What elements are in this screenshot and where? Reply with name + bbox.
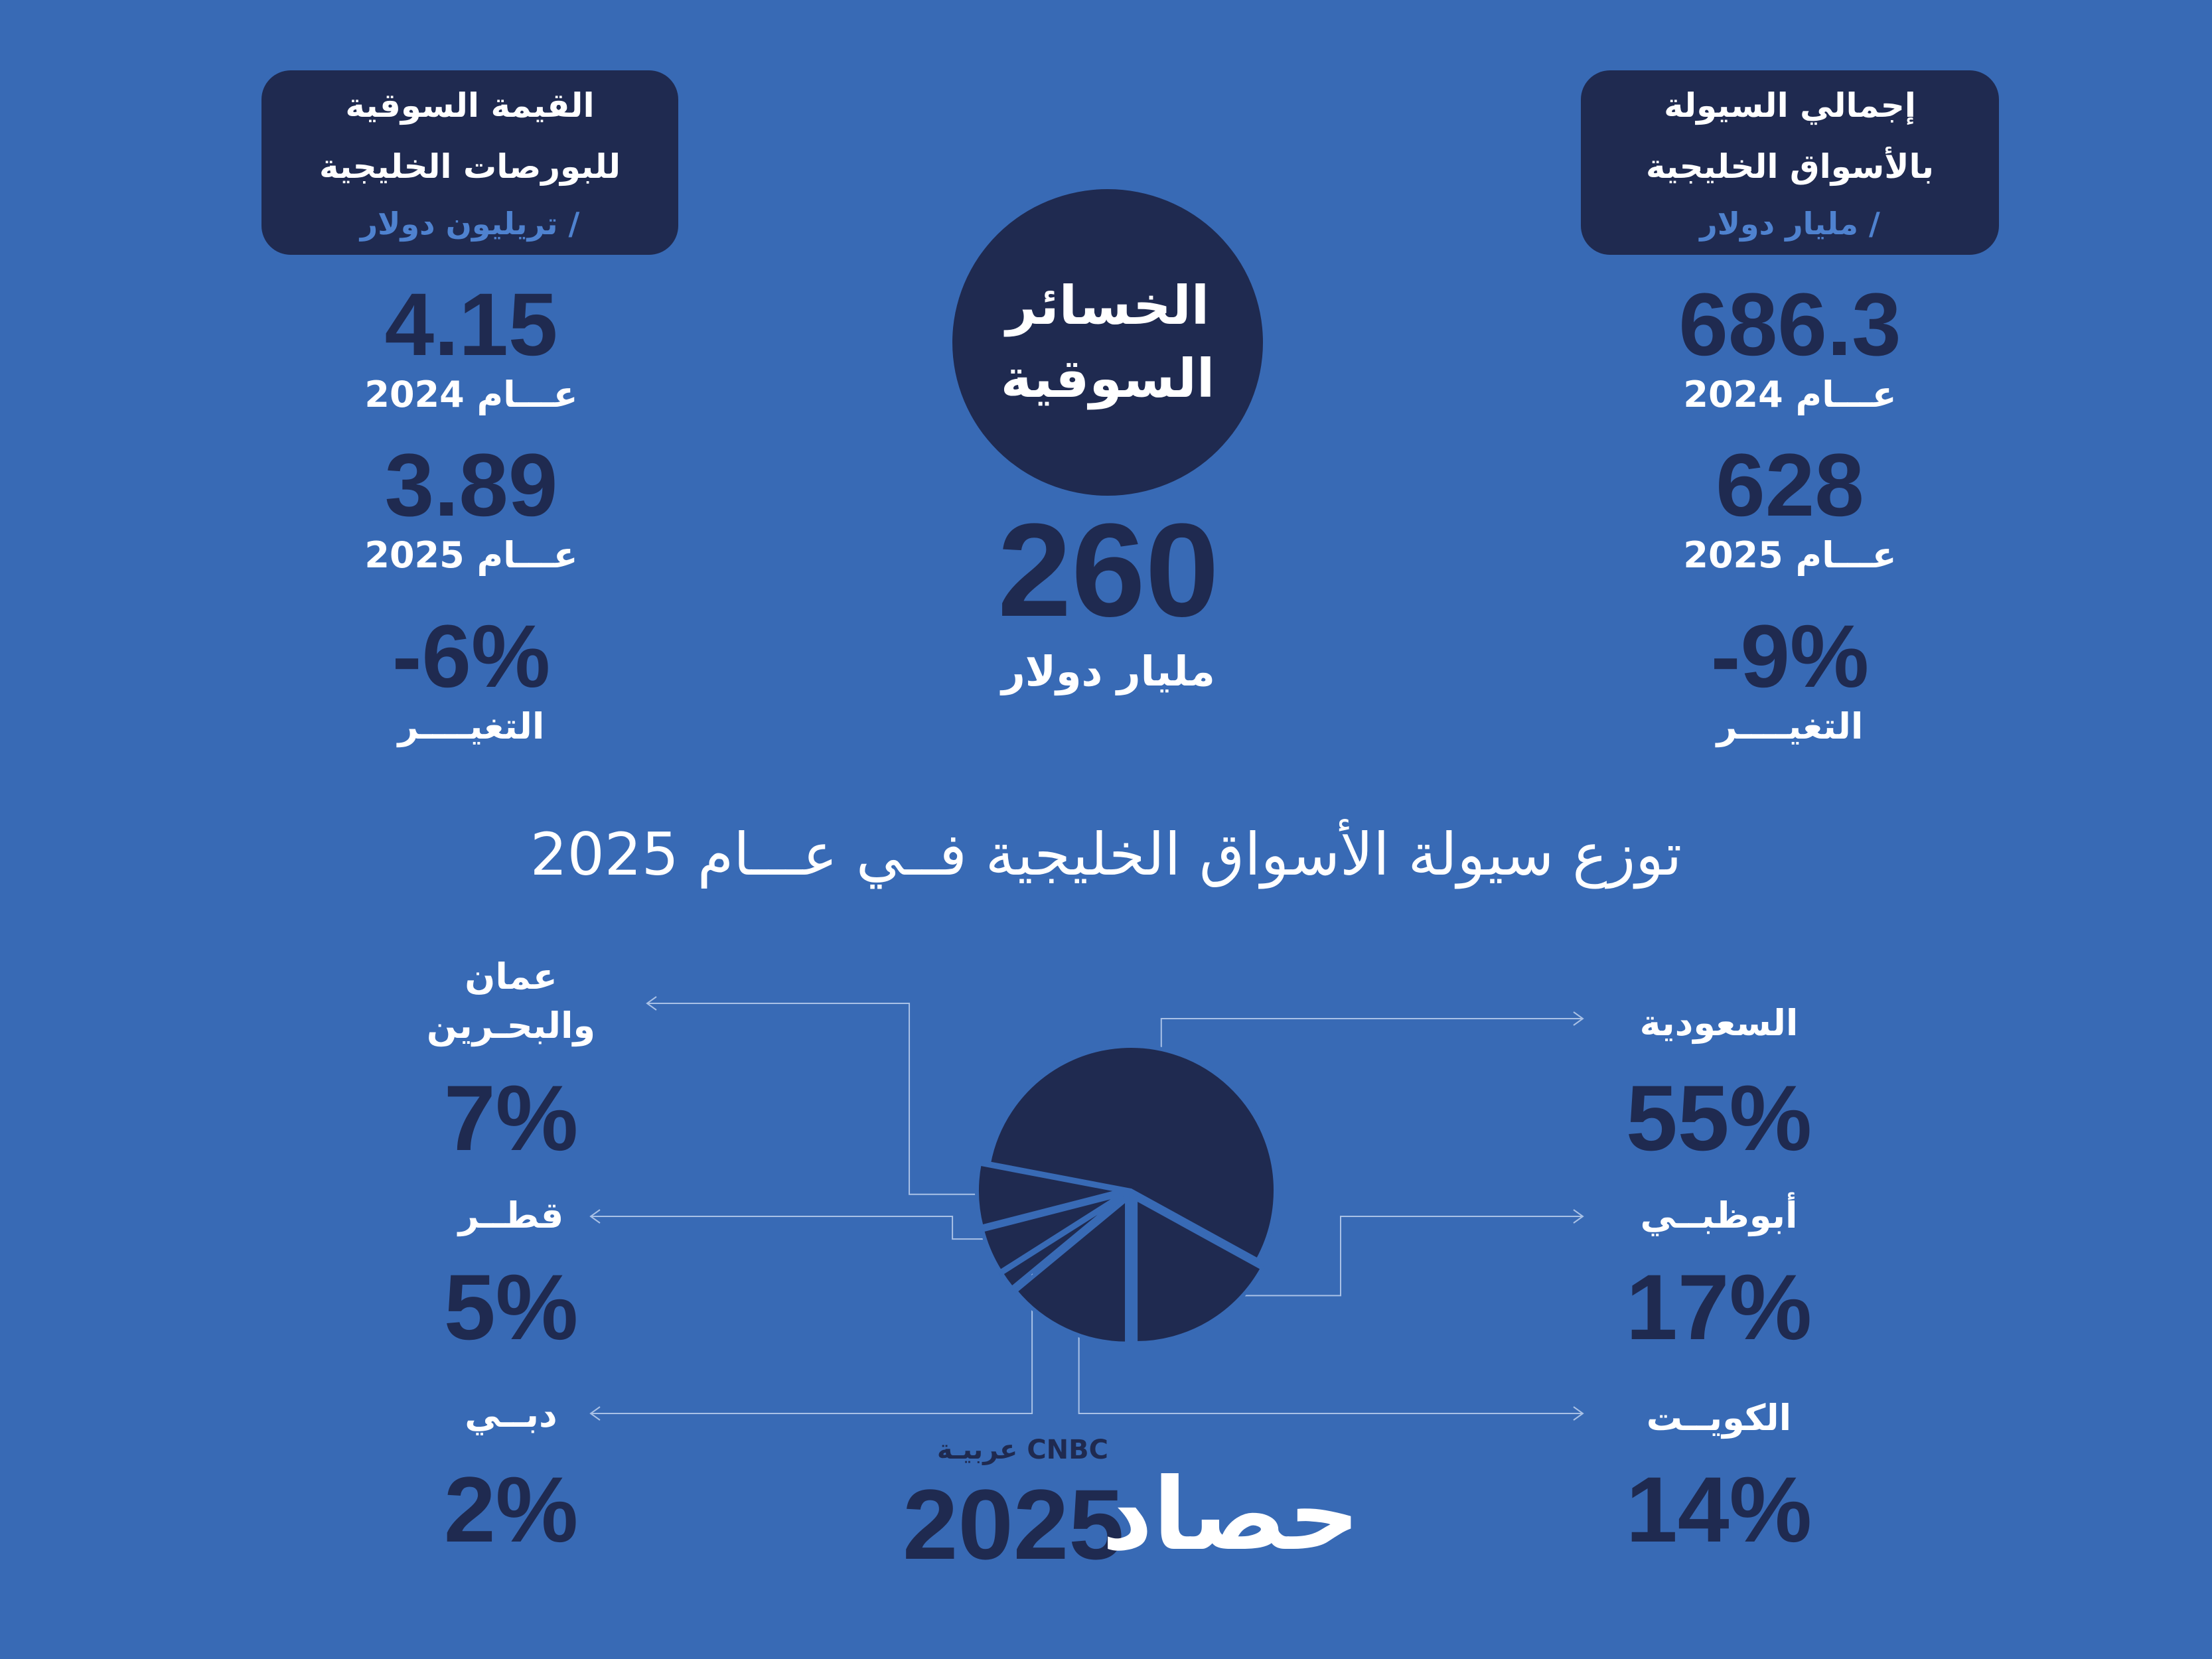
liquidity-title-line2: بالأسواق الخليجية: [1645, 147, 1935, 186]
cnbc-arabia-logo: CNBC عربيـة: [936, 1435, 1108, 1465]
market-cap-2025-label: عـــام 2025: [364, 534, 578, 576]
market-cap-title-line2: للبورصات الخليجية: [319, 147, 621, 186]
slice-label-oman-bahrain: [372, 952, 650, 1050]
slice-label-abudhabi: أبوظبــي: [1640, 1194, 1798, 1236]
slice-pct-abudhabi: 17%: [1625, 1255, 1812, 1359]
liquidity-2024-value: 686.3: [1678, 275, 1901, 374]
market-losses-unit: مليار دولار: [1001, 647, 1215, 695]
liquidity-2024-label: عـــام 2024: [1683, 374, 1897, 415]
slice-pct-saudi: 55%: [1625, 1066, 1812, 1170]
hisad-2025-logo: [903, 1433, 1361, 1580]
slice-label-qatar: قطــر: [458, 1194, 564, 1236]
market-losses-line1: الخسائر: [1005, 275, 1210, 336]
slice-label-oman: عمان: [465, 956, 557, 997]
market-cap-unit: / تريليون دولار: [360, 206, 580, 242]
slice-pct-dubai: 2%: [443, 1457, 579, 1561]
connector-dubai: [591, 1262, 1032, 1413]
slice-pct-qatar: 5%: [443, 1255, 579, 1359]
market-cap-2024-label: عـــام 2024: [364, 374, 578, 415]
market-losses-value: 260: [997, 496, 1219, 644]
slice-label-bahrain: والبحـرين: [426, 1005, 596, 1046]
market-losses-line2: السوقية: [1000, 348, 1215, 409]
liquidity-change-label: التغيــــر: [1716, 705, 1864, 747]
market-cap-change-value: -6%: [392, 607, 551, 706]
logo-year: 2025: [903, 1469, 1124, 1580]
connector-qatar: [591, 1216, 1019, 1239]
market-cap-2025-value: 3.89: [384, 436, 558, 535]
slice-label-saudi: السعودية: [1639, 1002, 1799, 1044]
liquidity-title-line1: إجمالي السيولة: [1664, 86, 1916, 125]
slice-label-kuwait: الكويــت: [1646, 1397, 1792, 1439]
section-title: توزع سيولة الأسواق الخليجية فــي عـــام 2025: [530, 820, 1682, 889]
slice-pct-oman-bahrain: 7%: [443, 1066, 579, 1170]
liquidity-2025-value: 628: [1716, 436, 1864, 535]
liquidity-unit: / مليار دولار: [1700, 206, 1880, 242]
slice-pct-kuwait: 14%: [1625, 1457, 1812, 1561]
connector-oman-bahrain: [647, 1003, 1009, 1194]
market-cap-change-label: التغيــــر: [398, 705, 545, 747]
pie-slices: [977, 1046, 1276, 1344]
liquidity-2025-label: عـــام 2025: [1683, 534, 1897, 576]
market-cap-2024-value: 4.15: [384, 275, 558, 374]
liquidity-change-value: -9%: [1710, 607, 1870, 706]
market-cap-title-line1: القيمة السوقية: [345, 86, 595, 125]
logo-word: حصاد: [1102, 1457, 1361, 1573]
slice-label-dubai: دبــي: [465, 1394, 557, 1435]
